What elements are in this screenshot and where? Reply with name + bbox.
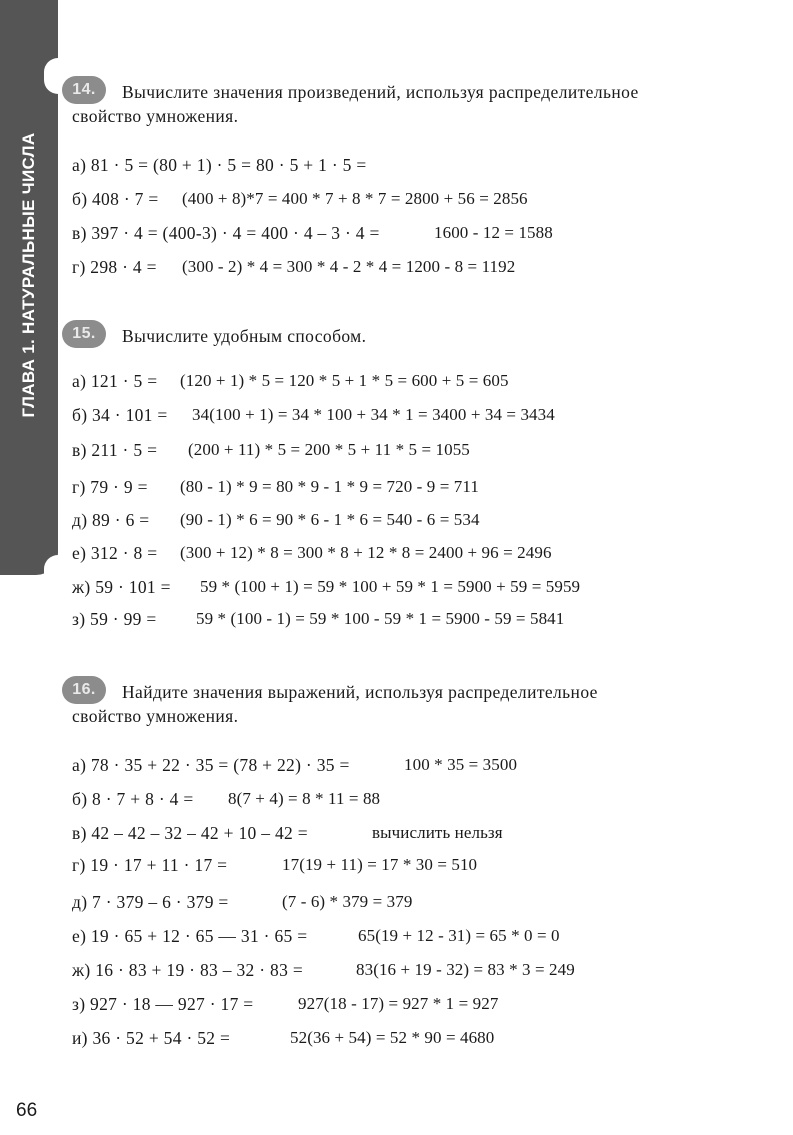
expression: б) 34 · 101 = xyxy=(72,405,168,425)
page-number: 66 xyxy=(16,1100,38,1121)
handwritten-answer: 59 * (100 - 1) = 59 * 100 - 59 * 1 = 5900 - 59 = 5841 xyxy=(196,609,565,628)
task-15-number: 15. xyxy=(62,320,106,348)
chapter-title: ГЛАВА 1. НАТУРАЛЬНЫЕ ЧИСЛА xyxy=(19,132,38,418)
expression: в) 211 · 5 = xyxy=(72,440,158,460)
expression: ж) 16 · 83 + 19 · 83 – 32 · 83 = xyxy=(72,960,303,980)
handwritten-answer: 100 * 35 = 3500 xyxy=(404,755,518,774)
expression: а) 78 · 35 + 22 · 35 = (78 + 22) · 35 = xyxy=(72,755,350,775)
expression: д) 7 · 379 – 6 · 379 = xyxy=(72,892,229,912)
expression: в) 397 · 4 = (400-3) · 4 = 400 · 4 – 3 · 4 = xyxy=(72,223,380,243)
handwritten-answer: (300 + 12) * 8 = 300 * 8 + 12 * 8 = 2400 + 96 = 2496 xyxy=(180,543,552,562)
task-16 xyxy=(72,680,744,728)
handwritten-answer: (400 + 8)*7 = 400 * 7 + 8 * 7 = 2800 + 56 = 2856 xyxy=(182,189,528,208)
expression: з) 927 · 18 — 927 · 17 = xyxy=(72,994,254,1014)
task-15 xyxy=(72,324,744,348)
task-15-title: Вычислите удобным способом. xyxy=(122,326,367,346)
task-14 xyxy=(72,80,744,128)
task-14-number: 14. xyxy=(62,76,106,104)
handwritten-answer: вычислить нельзя xyxy=(372,823,503,842)
expression: е) 19 · 65 + 12 · 65 — 31 · 65 = xyxy=(72,926,308,946)
handwritten-answer: (300 - 2) * 4 = 300 * 4 - 2 * 4 = 1200 - 8 = 1192 xyxy=(182,257,516,276)
task-14-title-line2: свойство умножения. xyxy=(72,106,239,126)
handwritten-answer: 1600 - 12 = 1588 xyxy=(434,223,553,242)
handwritten-answer: (80 - 1) * 9 = 80 * 9 - 1 * 9 = 720 - 9 = 711 xyxy=(180,477,479,496)
handwritten-answer: (90 - 1) * 6 = 90 * 6 - 1 * 6 = 540 - 6 = 534 xyxy=(180,510,480,529)
expression: б) 8 · 7 + 8 · 4 = xyxy=(72,789,194,809)
task-16-number: 16. xyxy=(62,676,106,704)
expression: г) 79 · 9 = xyxy=(72,477,148,497)
task-14-title: Вычислите значения произведений, используя распределительное xyxy=(122,82,639,102)
tab-notch-top xyxy=(44,58,58,94)
task-16-title: Найдите значения выражений, используя распределительное xyxy=(122,682,598,702)
handwritten-answer: 65(19 + 12 - 31) = 65 * 0 = 0 xyxy=(358,926,560,945)
handwritten-answer: 59 * (100 + 1) = 59 * 100 + 59 * 1 = 5900 + 59 = 5959 xyxy=(200,577,581,596)
expression: б) 408 · 7 = xyxy=(72,189,159,209)
handwritten-answer: (7 - 6) * 379 = 379 xyxy=(282,892,413,911)
handwritten-answer: 34(100 + 1) = 34 * 100 + 34 * 1 = 3400 + 34 = 3434 xyxy=(192,405,555,424)
expression: г) 19 · 17 + 11 · 17 = xyxy=(72,855,228,875)
handwritten-answer: 8(7 + 4) = 8 * 11 = 88 xyxy=(228,789,381,808)
tab-notch-bottom xyxy=(44,555,58,591)
expression: з) 59 · 99 = xyxy=(72,609,157,629)
task-14-heading xyxy=(72,80,744,128)
expression: а) 121 · 5 = xyxy=(72,371,158,391)
expression: ж) 59 · 101 = xyxy=(72,577,171,597)
handwritten-answer: (120 + 1) * 5 = 120 * 5 + 1 * 5 = 600 + 5 = 605 xyxy=(180,371,509,390)
expression: в) 42 – 42 – 32 – 42 + 10 – 42 = xyxy=(72,823,308,843)
handwritten-answer: 927(18 - 17) = 927 * 1 = 927 xyxy=(298,994,499,1013)
expression: г) 298 · 4 = xyxy=(72,257,157,277)
handwritten-answer: (200 + 11) * 5 = 200 * 5 + 11 * 5 = 1055 xyxy=(188,440,470,459)
task-16-title-line2: свойство умножения. xyxy=(72,706,239,726)
handwritten-answer: 17(19 + 11) = 17 * 30 = 510 xyxy=(282,855,478,874)
handwritten-answer: 52(36 + 54) = 52 * 90 = 4680 xyxy=(290,1028,495,1047)
expression: а) 81 · 5 = (80 + 1) · 5 = 80 · 5 + 1 · 5 = xyxy=(72,155,367,175)
expression: и) 36 · 52 + 54 · 52 = xyxy=(72,1028,231,1048)
expression: е) 312 · 8 = xyxy=(72,543,158,563)
expression: д) 89 · 6 = xyxy=(72,510,150,530)
task-16-heading xyxy=(72,680,744,728)
task-15-heading xyxy=(72,324,744,348)
handwritten-answer: 83(16 + 19 - 32) = 83 * 3 = 249 xyxy=(356,960,575,979)
